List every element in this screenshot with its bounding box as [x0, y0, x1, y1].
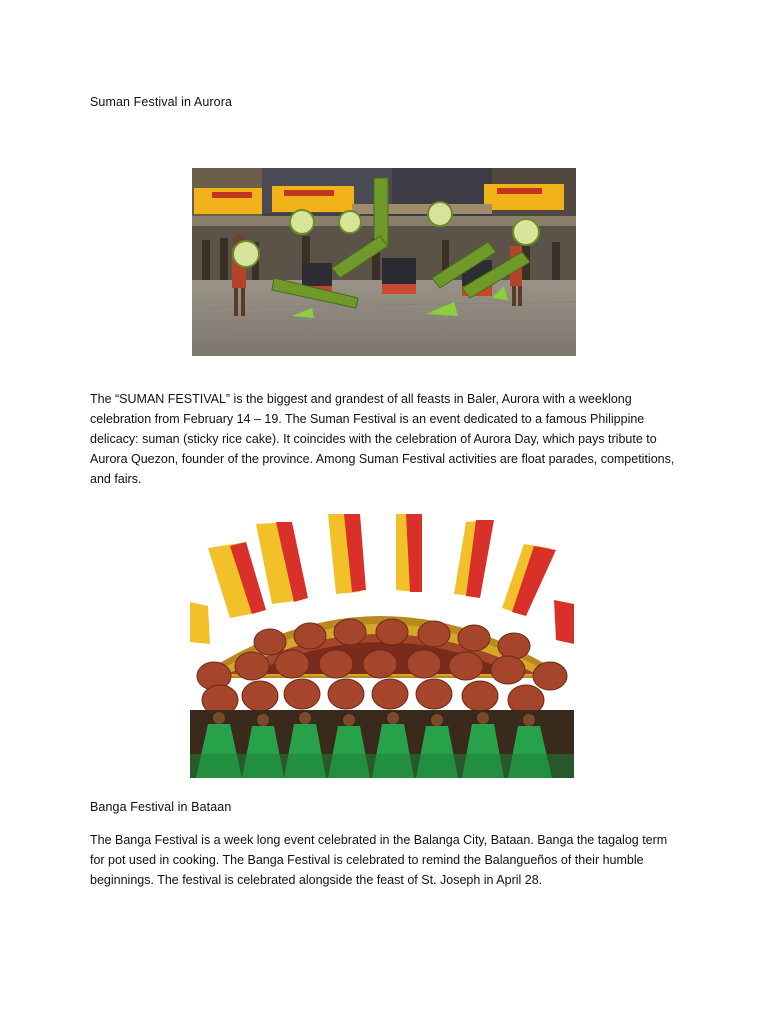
- section-heading-suman: Suman Festival in Aurora: [90, 95, 233, 109]
- banga-festival-paragraph: The Banga Festival is a week long event celebrated in the Balanga City, Bataan. Banga the tagalog term for pot used in cooking. The Banga Festival is celebrated to remind the Balangueños of their humble beginnings. The festival is celebrated alongside the feast of St. Joseph in April 28.: [90, 833, 668, 887]
- suman-festival-photo: [192, 168, 576, 356]
- suman-festival-paragraph: The “SUMAN FESTIVAL” is the biggest and grandest of all feasts in Baler, Aurora with a weeklong celebration from February 14 – 19. The Suman Festival is an event dedicated to a famous Philippine delicacy: suman (sticky rice cake). It coincides with the celebration of Aurora Day, which pays tribute to Aurora Quezon, founder of the province. Among Suman Festival activities are float parades, competitions, and fairs.: [90, 392, 675, 486]
- banga-festival-photo: [190, 514, 574, 778]
- section-heading-banga: Banga Festival in Bataan: [90, 800, 232, 814]
